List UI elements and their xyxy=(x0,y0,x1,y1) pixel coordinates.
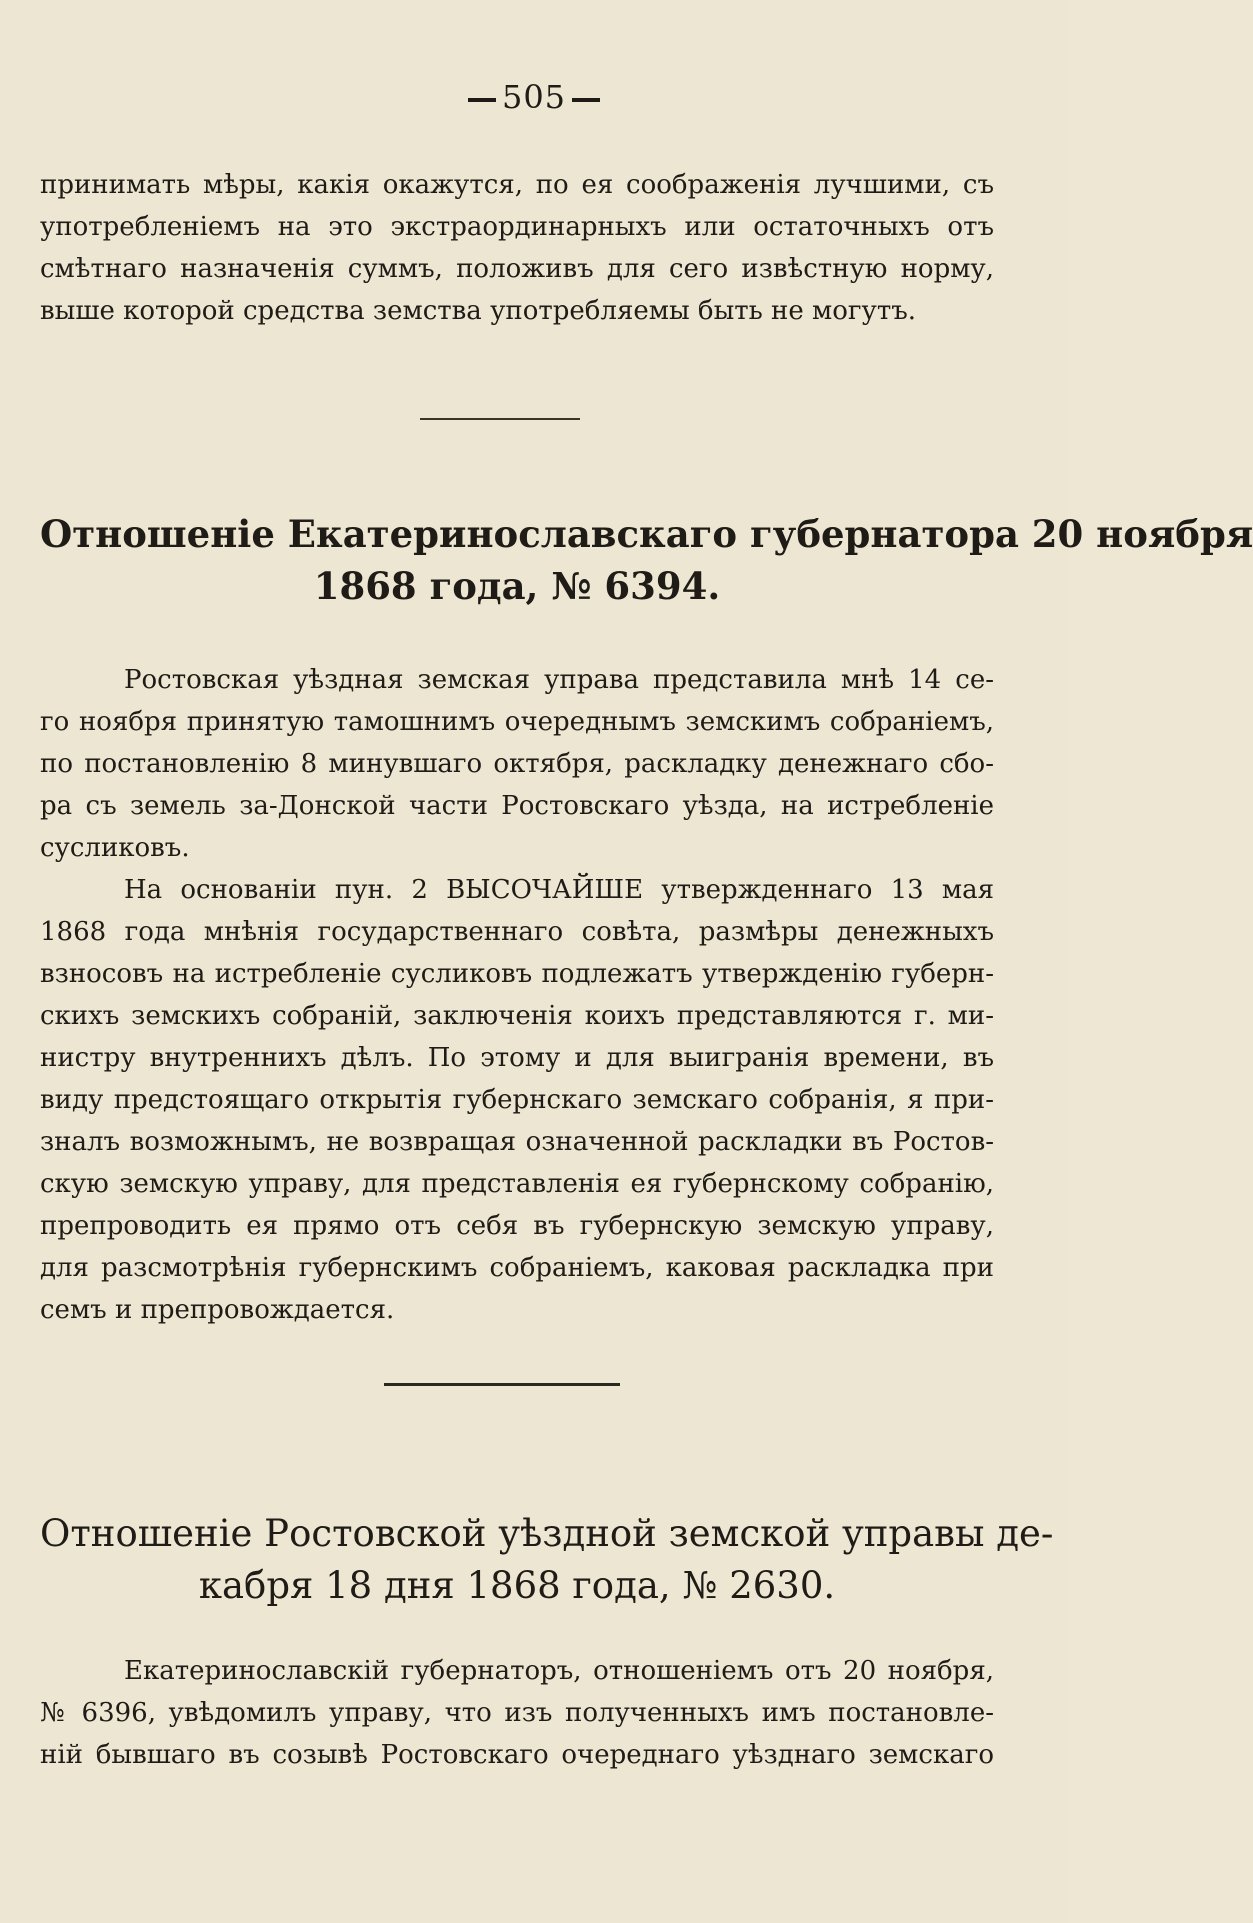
text-line: На основаніи пун. 2 ВЫСОЧАЙШЕ утвержденнаго 13 мая xyxy=(124,875,994,905)
text-line: ра съ земель за-Донской части Ростовскаго уѣзда, на истребленіе xyxy=(40,791,994,821)
page-number-text: 505 xyxy=(501,78,567,116)
text-line: ній бывшаго въ созывѣ Ростовскаго очереднаго уѣзднаго земскаго xyxy=(40,1740,994,1770)
section-divider-rule xyxy=(384,1383,620,1386)
section2-heading xyxy=(40,1508,1054,1612)
section1-paragraph2 xyxy=(40,869,994,1331)
text-line: Ростовская уѣздная земская управа представила мнѣ 14 се- xyxy=(124,665,994,695)
section1-paragraph1 xyxy=(40,659,994,869)
text-line: смѣтнаго назначенія суммъ, положивъ для сего извѣстную норму, xyxy=(40,254,994,284)
text-line: скую земскую управу, для представленія ея губернскому собранію, xyxy=(40,1169,994,1199)
text-line: № 6396, увѣдомилъ управу, что изъ полученныхъ имъ постановле- xyxy=(40,1698,994,1728)
top-paragraph xyxy=(40,164,994,332)
text-line: 1868 года мнѣнія государственнаго совѣта, размѣры денежныхъ xyxy=(40,917,994,947)
text-line: по постановленію 8 минувшаго октября, раскладку денежнаго сбо- xyxy=(40,749,994,779)
heading-line: 1868 года, № 6394. xyxy=(313,564,721,608)
text-line: скихъ земскихъ собраній, заключенія коихъ представляются г. ми- xyxy=(40,1001,994,1031)
section2-paragraph1 xyxy=(40,1650,994,1776)
text-line: го ноября принятую тамошнимъ очереднымъ земскимъ собраніемъ, xyxy=(40,707,994,737)
heading-line: Отношеніе Екатеринославскаго губернатора 20 ноября xyxy=(40,512,1253,556)
text-line: принимать мѣры, какія окажутся, по ея соображенія лучшими, съ xyxy=(40,170,994,200)
text-line: нистру внутреннихъ дѣлъ. По этому и для выигранія времени, въ xyxy=(40,1043,994,1073)
section-divider-ornament xyxy=(420,416,580,422)
text-line: Екатеринославскій губернаторъ, отношеніемъ отъ 20 ноября, xyxy=(124,1656,994,1686)
page-number xyxy=(0,78,1068,116)
text-line: виду предстоящаго открытія губернскаго земскаго собранія, я при- xyxy=(40,1085,994,1115)
text-line: взносовъ на истребленіе сусликовъ подлежатъ утвержденію губерн- xyxy=(40,959,994,989)
text-line: для разсмотрѣнія губернскимъ собраніемъ, каковая раскладка при xyxy=(40,1253,994,1283)
text-line: употребленіемъ на это экстраординарныхъ или остаточныхъ отъ xyxy=(40,212,994,242)
text-line: препроводить ея прямо отъ себя въ губернскую земскую управу, xyxy=(40,1211,994,1241)
text-line: выше которой средства земства употребляемы быть не могутъ. xyxy=(40,296,917,326)
page-number-left-dash xyxy=(468,98,496,102)
text-line: сусликовъ. xyxy=(40,833,190,863)
text-line: зналъ возможнымъ, не возвращая означенной раскладки въ Ростов- xyxy=(40,1127,994,1157)
page-number-right-dash xyxy=(572,98,600,102)
section1-heading xyxy=(40,508,1253,612)
heading-line: кабря 18 дня 1868 года, № 2630. xyxy=(198,1564,836,1607)
text-line: семъ и препровождается. xyxy=(40,1295,395,1325)
heading-line: Отношеніе Ростовской уѣздной земской управы де- xyxy=(40,1512,1054,1555)
